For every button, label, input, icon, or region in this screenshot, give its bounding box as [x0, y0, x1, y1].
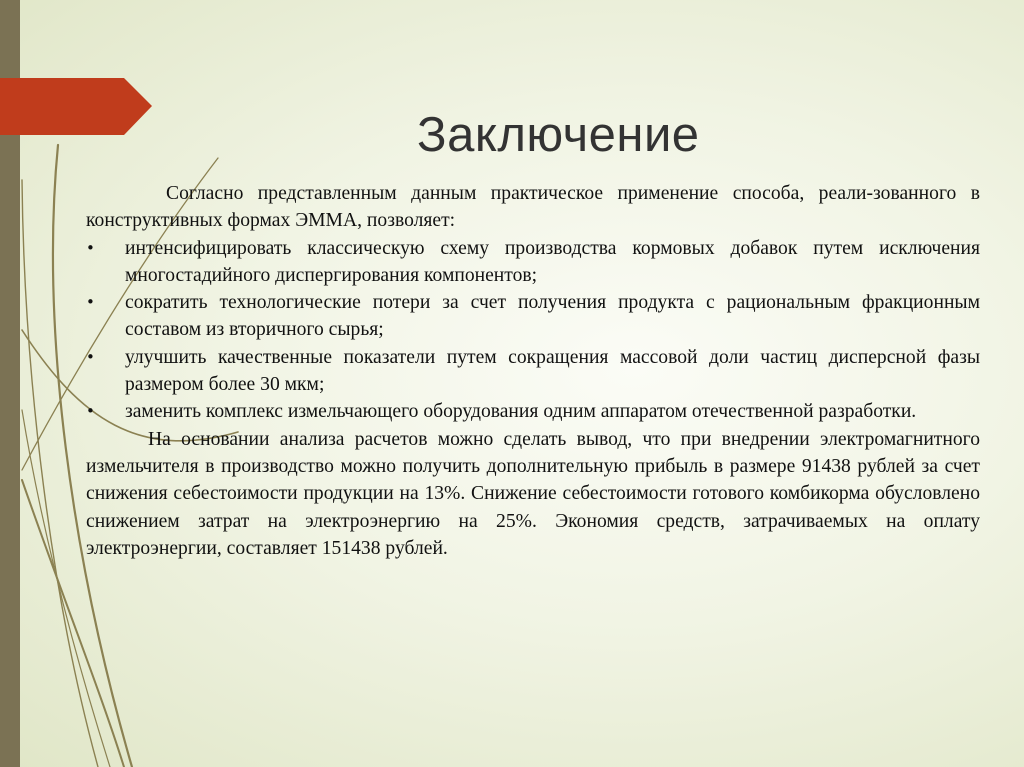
- bullet-text: заменить комплекс измельчающего оборудования одним аппаратом отечественной разработки.: [125, 401, 917, 423]
- bullet-text: улучшить качественные показатели путем сокращения массовой доли частиц дисперсной фазы размером более 30 мкм;: [125, 346, 980, 396]
- bullet-dot-icon: •: [86, 238, 95, 257]
- list-item: [86, 289, 980, 344]
- intro-paragraph: Согласно представленным данным практическое применение способа, реали-зованного в конструктивных формах ЭММА, позволяет:: [86, 183, 980, 232]
- conclusion-paragraph: На основании анализа расчетов можно сделать вывод, что при внедрении электромагнитного измельчителя в производство можно получить дополнительную прибыль в размере 91438 рублей за счет снижения себестоимости продукции на 13%. Снижение себестоимости готового комбикорма обусловлено снижением затрат на электроэнергию на 25%. Экономия средств, затрачиваемых на оплату электроэнергии, составляет 151438 рублей.: [86, 428, 980, 559]
- bullet-dot-icon: •: [86, 347, 95, 366]
- slide-body: [86, 180, 980, 562]
- list-item: [86, 398, 980, 425]
- list-item: [86, 235, 980, 290]
- list-item: [86, 344, 980, 399]
- bullet-dot-icon: •: [86, 293, 95, 312]
- bullet-dot-icon: •: [86, 402, 95, 421]
- bullet-text: сократить технологические потери за счет получения продукта с рациональным фракционным составом из вторичного сырья;: [125, 292, 980, 341]
- bullet-text: интенсифицировать классическую схему производства кормовых добавок путем исключения многостадийного диспергирования компонентов;: [125, 237, 980, 286]
- bullet-list: [86, 235, 980, 426]
- title-arrow-shape: [0, 78, 152, 135]
- slide-title: Заключение: [417, 107, 700, 162]
